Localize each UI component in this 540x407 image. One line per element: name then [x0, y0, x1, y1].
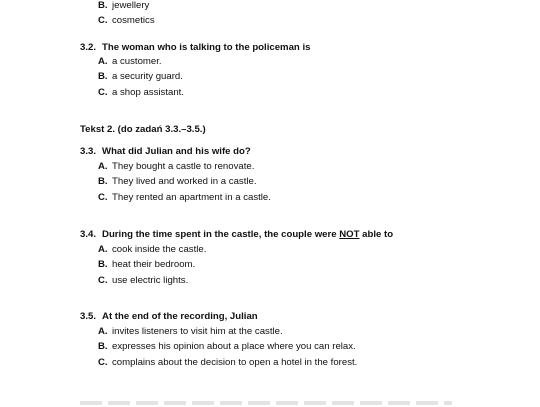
q34-option-b: [98, 259, 195, 271]
q33-option-b: [98, 176, 257, 188]
option-letter: C.: [98, 192, 108, 203]
question-text-before: During the time spent in the castle, the couple were: [102, 229, 340, 240]
question-text: What did Julian and his wife do?: [102, 146, 251, 157]
option-letter: C.: [98, 15, 108, 26]
option-letter: B.: [98, 0, 108, 11]
option-text: jewellery: [112, 0, 150, 11]
option-text: cook inside the castle.: [112, 244, 207, 255]
option-text: They rented an apartment in a castle.: [112, 192, 271, 203]
q34-option-a: [98, 244, 206, 256]
option-letter: C.: [98, 275, 108, 286]
q32-option-c: [98, 87, 184, 99]
q35-option-b: [98, 341, 356, 353]
section-heading: Tekst 2. (do zadań 3.3.–3.5.): [80, 124, 206, 135]
q32-option-a: [98, 56, 162, 68]
question-3-3: [80, 146, 251, 158]
option-text: They bought a castle to renovate.: [112, 161, 255, 172]
question-3-5: [80, 311, 258, 323]
option-letter: B.: [98, 259, 108, 270]
q33-option-c: [98, 192, 271, 204]
option-text: invites listeners to visit him at the castle.: [112, 326, 283, 337]
option-text: complains about the decision to open a hotel in the forest.: [112, 357, 358, 368]
q34-option-c: [98, 275, 188, 287]
option-letter: B.: [98, 341, 108, 352]
q35-option-a: [98, 326, 283, 338]
question-number: 3.5.: [80, 311, 97, 322]
option-text: cosmetics: [112, 15, 155, 26]
option-text: expresses his opinion about a place where you can relax.: [112, 341, 356, 352]
option-text: a customer.: [112, 56, 162, 67]
option-letter: A.: [98, 326, 108, 337]
option-text: use electric lights.: [112, 275, 189, 286]
question-number: 3.4.: [80, 229, 97, 240]
option-letter: B.: [98, 71, 108, 82]
question-text-after: able to: [359, 229, 394, 240]
q31-option-b: [98, 0, 149, 12]
option-letter: A.: [98, 56, 108, 67]
option-text: a shop assistant.: [112, 87, 184, 98]
option-letter: A.: [98, 244, 108, 255]
option-letter: C.: [98, 357, 108, 368]
question-number: 3.2.: [80, 42, 97, 53]
question-3-4: [80, 229, 393, 241]
question-number: 3.3.: [80, 146, 97, 157]
option-letter: C.: [98, 87, 108, 98]
cut-off-text-line: [80, 401, 452, 405]
question-text-emphasis: NOT: [339, 229, 360, 240]
q33-option-a: [98, 161, 254, 173]
q35-option-c: [98, 357, 357, 369]
question-3-2: [80, 42, 310, 54]
question-text: At the end of the recording, Julian: [102, 311, 258, 322]
option-letter: B.: [98, 176, 108, 187]
question-text: The woman who is talking to the policeman is: [102, 42, 311, 53]
q32-option-b: [98, 71, 183, 83]
option-text: a security guard.: [112, 71, 183, 82]
option-letter: A.: [98, 161, 108, 172]
q31-option-c: [98, 15, 155, 27]
option-text: heat their bedroom.: [112, 259, 196, 270]
option-text: They lived and worked in a castle.: [112, 176, 257, 187]
